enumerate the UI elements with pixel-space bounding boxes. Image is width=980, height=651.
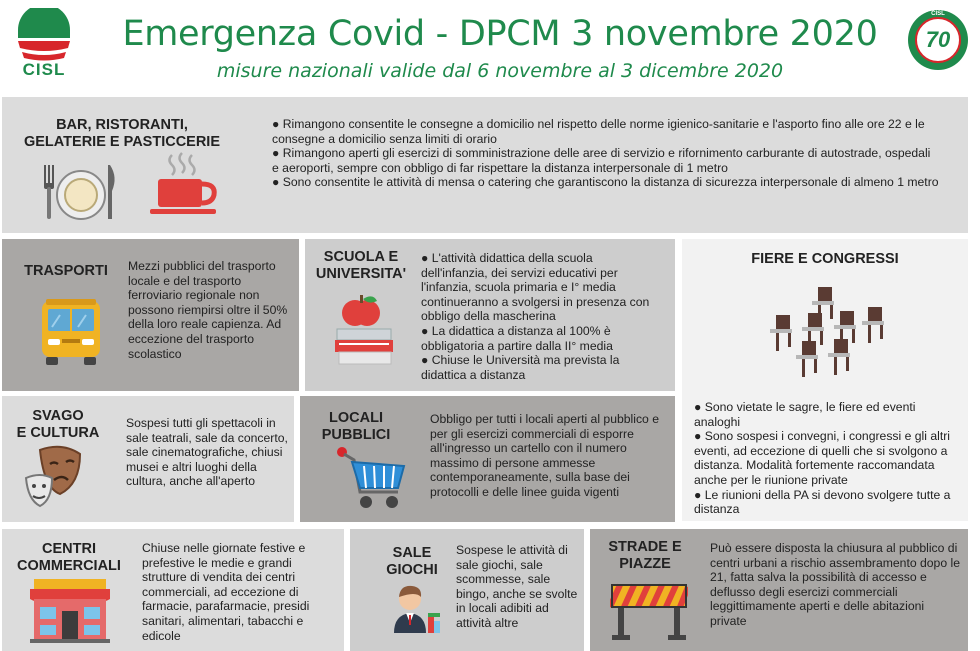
fiere-line-3: ● Le riunioni della PA si devono svolgere tutte a distanza [694,487,951,517]
anniversary-badge [906,8,970,72]
scuola-line-2: ● La didattica a distanza al 100% è obbligatoria a partire dalla II° media [421,323,613,353]
bar-line-2: ● Rimangono aperti gli esercizi di somministrazione delle aree di servizio e rifornimento carburante di autostrade, ospedali e aeroporti, sempre con obbligo di far rispettare la distanza interpersonale di 1 metro [272,146,931,175]
trasporti-text: Mezzi pubblici del trasporto locale e del trasporto ferroviario regionale non possono riempirsi oltre il 50% della loro reale capienza. Ad eccezione del trasporto scolastico [128,259,288,361]
centri-text: Chiuse nelle giornate festive e prefestive le medie e grandi strutture di vendita dei centri commerciali, ad eccezione di farmacie, parafarmacie, presidi sanitari, alimentari, tabacchi e edicole [142,541,310,643]
strade-title: STRADE E PIAZZE [608,539,682,572]
strade-text: Può essere disposta la chiusura al pubblico di centri urbani a rischio assembramento dopo le 21, fatta salva la possibilità di accesso e deflusso degli esercizi commerciali leggittimamente aperti e delle abitazioni private [710,541,960,628]
scuola-text [421,251,661,382]
page-title: Emergenza Covid - DPCM 3 novembre 2020 [122,14,878,54]
bar-line-1: ● Rimangono consentite le consegne a domicilio nel rispetto delle norme igienico-sanitarie e l'asporto fino alle ore 22 e le consegne a domicilio senza limiti di orario [272,117,925,146]
logo-text: CISL [22,60,66,79]
theater-masks-icon [22,444,84,510]
panel-trasporti [2,239,299,391]
bar-line-3: ● Sono consentite le attività di mensa o catering che garantiscono la distanza di sicurezza interpersonale di almeno 1 metro [272,175,939,190]
locali-title: LOCALI PUBBLICI [321,410,391,443]
bar-title: BAR, RISTORANTI, GELATERIE E PASTICCERIE [23,117,221,150]
panel-fiere [682,239,968,521]
panel-centri [2,529,344,651]
fiere-line-1: ● Sono vietate le sagre, le fiere ed eventi analoghi [694,400,916,429]
panel-locali [300,396,675,522]
panel-svago [2,396,294,522]
panel-bar-ristoranti [2,97,968,233]
fiere-line-2: ● Sono sospesi i convegni, i congressi e gli altri eventi, ad eccezione di quelli che si svolgono a distanza. Modalità fortemente raccomandata anche per le riunione private [694,429,950,487]
sale-title: SALE GIOCHI [386,545,438,578]
badge-number: 70 [925,27,951,52]
scuola-title: SCUOLA E UNIVERSITA' [315,249,407,282]
bar-text [272,117,940,190]
gambler-icon [386,581,444,635]
shop-building-icon [28,577,112,643]
centri-title: CENTRI COMMERCIALI [17,541,121,574]
panel-strade [590,529,968,651]
trasporti-title: TRASPORTI [24,263,108,279]
page-subtitle: misure nazionali valide dal 6 novembre al 3 dicembre 2020 [216,60,784,82]
scuola-line-1: ● L'attività didattica della scuola dell'infanzia, dei servizi educativi per l'infanzia, scuola primaria e I° media continueranno a svolgersi in presenza con obbligo della mascherina [421,251,650,324]
plate-cutlery-icon [40,161,122,223]
road-barrier-icon [610,579,688,641]
sale-text: Sospese le attività di sale giochi, sale scommesse, sale bingo, anche se svolte in locali adibiti ad attività altre [456,543,578,630]
badge-ring-text: CISL [931,11,945,17]
svago-text: Sospesi tutti gli spettacoli in sale teatrali, sale da concerto, sale cinematografiche, chiusi musei e altri luoghi della cultura, anche all'aperto [126,416,288,489]
chairs-icon [756,283,896,383]
panel-scuola [305,239,675,391]
fiere-title: FIERE E CONGRESSI [751,251,899,267]
panel-sale-giochi [350,529,584,651]
locali-text: Obbligo per tutti i locali aperti al pubblico e per gli esercizi commerciali di esporre all'ingresso un cartello con il numero massimo di persone ammesse contemporaneamente, sulla base dei protocolli e delle linee guida vigenti [430,412,659,499]
books-apple-icon [333,293,397,367]
fiere-text [694,400,960,517]
svago-title: SVAGO E CULTURA [16,408,100,441]
coffee-cup-icon [150,151,222,219]
scuola-line-3: ● Chiuse le Università ma prevista la didattica a distanza [421,353,620,382]
bus-icon [38,297,104,367]
shopping-cart-icon [336,446,410,514]
